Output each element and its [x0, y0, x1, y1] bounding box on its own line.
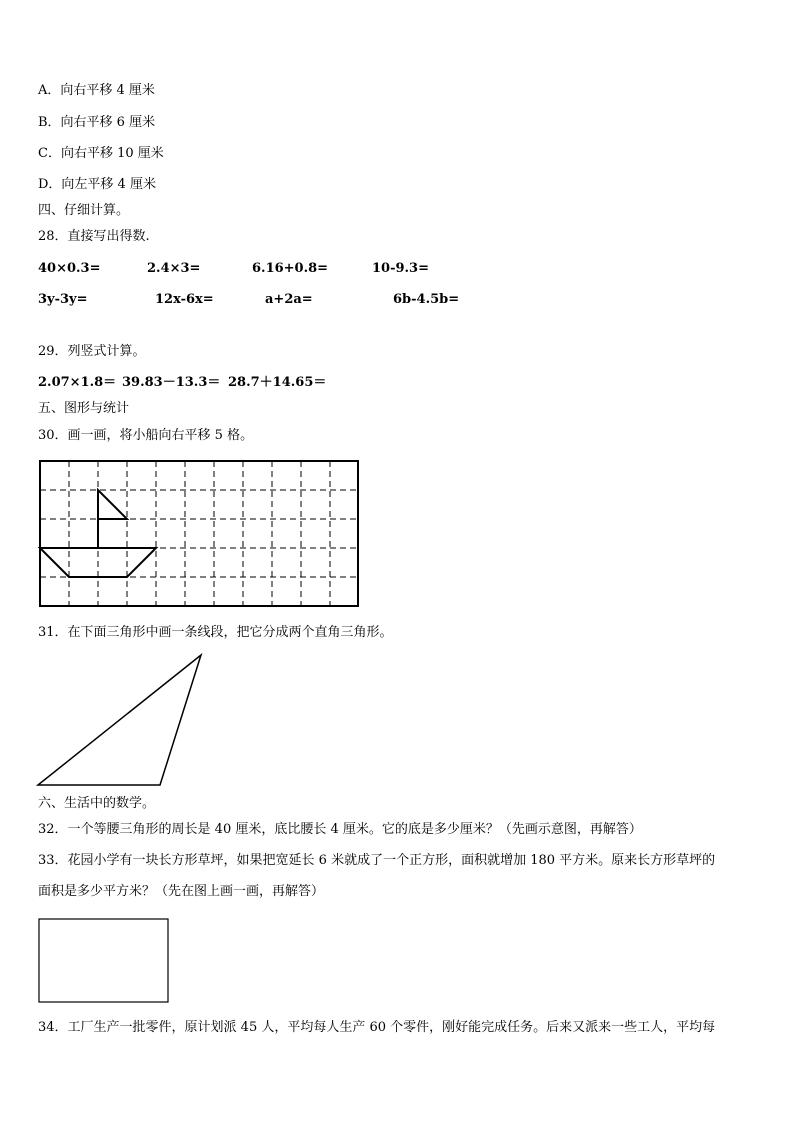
question-30: 30．画一画，将小船向右平移 5 格。 — [38, 428, 254, 443]
question-28: 28．直接写出得数. — [38, 229, 150, 244]
section-4-title: 四、仔细计算。 — [38, 203, 130, 218]
vertical-calc-item: 28.7＋14.65＝ — [228, 375, 327, 390]
rectangle-figure — [38, 918, 170, 1004]
option-c: C．向右平移 10 厘米 — [38, 146, 164, 161]
calc-cell: 2.4×3= — [147, 261, 201, 276]
question-33-line-2: 面积是多少平方米？（先在图上画一画，再解答） — [38, 884, 325, 899]
question-32: 32．一个等腰三角形的周长是 40 厘米，底比腰长 4 厘米。它的底是多少厘米？（先画示意图，再解答） — [38, 822, 642, 837]
grid-border — [40, 461, 358, 606]
calc-cell: a+2a= — [265, 292, 313, 307]
triangle-shape — [38, 655, 201, 785]
calc-cell: 10-9.3= — [372, 261, 429, 276]
calc-cell: 6.16+0.8= — [252, 261, 329, 276]
option-d: D．向左平移 4 厘米 — [38, 177, 156, 192]
triangle-figure — [36, 652, 206, 792]
vertical-calc-item: 2.07×1.8＝ — [38, 375, 117, 390]
boat-grid-figure — [40, 461, 360, 609]
calc-cell: 3y-3y= — [38, 292, 88, 307]
section-5-title: 五、图形与统计 — [38, 401, 130, 416]
grid-dashed-lines — [40, 461, 358, 606]
question-31: 31．在下面三角形中画一条线段，把它分成两个直角三角形。 — [38, 625, 393, 640]
option-a: A．向右平移 4 厘米 — [38, 83, 155, 98]
rectangle-shape — [39, 919, 168, 1002]
calc-cell: 40×0.3= — [38, 261, 101, 276]
section-6-title: 六、生活中的数学。 — [38, 796, 156, 811]
calc-cell: 6b-4.5b= — [393, 292, 460, 307]
vertical-calc-item: 39.83－13.3＝ — [122, 375, 221, 390]
question-29: 29．列竖式计算。 — [38, 344, 146, 359]
calc-cell: 12x-6x= — [155, 292, 214, 307]
option-b: B．向右平移 6 厘米 — [38, 115, 156, 130]
question-34: 34．工厂生产一批零件，原计划派 45 人，平均每人生产 60 个零件，刚好能完成任务。后来又派来一些工人，平均每 — [38, 1020, 716, 1035]
question-33-line-1: 33．花园小学有一块长方形草坪，如果把宽延长 6 米就成了一个正方形，面积就增加 180 平方米。原来长方形草坪的 — [38, 853, 716, 868]
